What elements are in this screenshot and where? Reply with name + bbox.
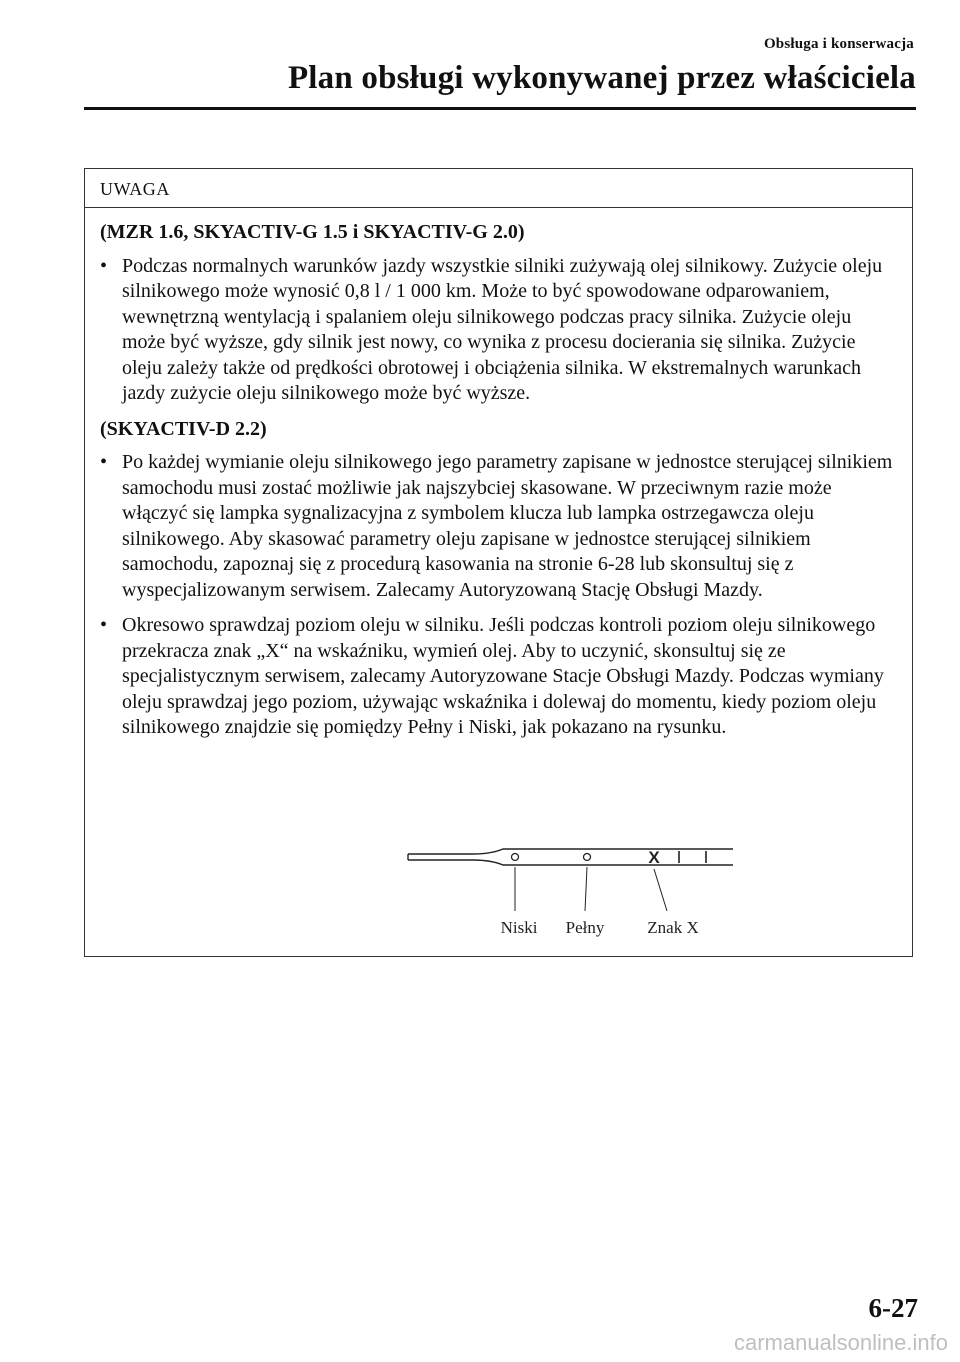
label-full: Pełny [565,918,605,937]
watermark: carmanualsonline.info [733,1330,948,1355]
bullet-text: Okresowo sprawdzaj poziom oleju w silniku. Jeśli podczas kontroli poziom oleju silnikowego przekracza znak „X“ na wskaźniku, wymień olej. Aby to uczynić, skonsultuj się ze specjalistycznym serwisem, zalecamy Autoryzowane Stacje Obsługi Mazdy. Podczas wymiany oleju sprawdzaj jego poziom, używając wskaźnika i dolewaj do momentu, kiedy poziom oleju silnikowego znajdzie się pomiędzy Pełny i Niski, jak pokazano na rysunku. [122,614,884,738]
full-mark-icon [584,854,591,861]
note-header: UWAGA [85,169,912,208]
section-label: Obsługa i konserwacja [763,36,914,52]
bullet-item [100,254,896,407]
page-number: 6-27 [868,1293,918,1323]
dipstick-diagram [403,843,733,943]
section-heading-diesel: (SKYACTIV-D 2.2) [100,417,267,440]
bullet-text: Po każdej wymianie oleju silnikowego jego parametry zapisane w jednostce sterującej silnikiem samochodu musi zostać możliwie jak najszybciej skasowane. W przeciwnym razie może włączyć się lampka sygnalizacyjna z symbolem klucza lub lampka ostrzegawcza oleju silnikowego. Aby skasować parametry oleju zapisane w jednostce sterującej silnikiem samochodu, zapoznaj się z procedurą kasowania na stronie 6-28 lub skonsultuj się z wyspecjalizowanym serwisem. Zalecamy Autoryzowaną Stację Obsługi Mazdy. [122,451,893,601]
x-mark-text: X [648,848,660,867]
leader-line-full [585,867,587,911]
bullet-text: Podczas normalnych warunków jazdy wszystkie silniki zużywają olej silnikowy. Zużycie oleju silnikowego może wynosić 0,8 l / 1 000 km. Może to być spowodowane odparowaniem, wewnętrzną wentylacją i spalaniem oleju silnikowego podczas pracy silnika. Zużycie oleju może być wyższe, gdy silnik jest nowy, co wynika z procesu docierania się silnika. Zużycie oleju zależy także od prędkości obrotowej i obciążenia silnika. W ekstremalnych warunkach jazdy zużycie oleju silnikowego może być wyższe. [122,254,883,404]
low-mark-icon [512,854,519,861]
note-body [85,208,912,741]
bullet-dot-icon: • [100,614,108,636]
leader-line-x [654,869,667,911]
header-rule [84,107,916,110]
bullet-item [100,613,896,741]
section-heading-petrol: (MZR 1.6, SKYACTIV-G 1.5 i SKYACTIV-G 2.0) [100,221,525,243]
bullet-dot-icon: • [100,254,108,277]
note-box [84,168,913,957]
chapter-title: Plan obsługi wykonywanej przez właściciela [287,60,916,96]
bullet-item [100,450,896,603]
label-low: Niski [500,918,538,937]
dipstick-shape [408,849,733,865]
bullet-dot-icon: • [100,451,108,473]
label-x: Znak X [647,918,699,937]
